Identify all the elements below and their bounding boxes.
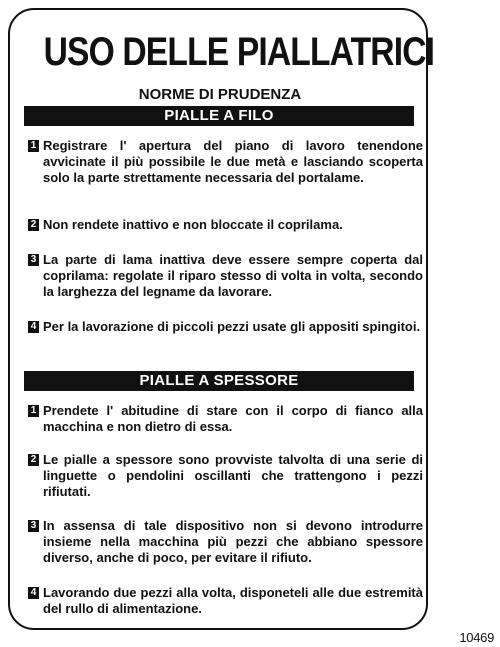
section-heading-pialle-a-spessore: PIALLE A SPESSORE bbox=[24, 371, 414, 391]
rule-number-badge: 2 bbox=[28, 454, 39, 466]
rule-text: Lavorando due pezzi alla volta, disponeteli alle due estremità del rullo di alimentazione. bbox=[43, 585, 423, 616]
rule-number-badge: 3 bbox=[28, 520, 39, 532]
safety-sign bbox=[8, 8, 435, 630]
rule-number-badge: 1 bbox=[28, 140, 39, 152]
rule-text: La parte di lama inattiva deve essere sempre coperta dal coprilama: regolate il riparo stesso di volta in volta, secondo la larghezza del legname da lavorare. bbox=[43, 252, 423, 299]
rule-number-badge: 4 bbox=[28, 587, 39, 599]
product-code: 10469 bbox=[459, 630, 494, 645]
rule-text: Le pialle a spessore sono provviste talvolta di una serie di linguette o pendolini oscillanti che trattengono i pezzi rifiutati. bbox=[43, 452, 423, 499]
sign-subtitle: NORME DI PRUDENZA bbox=[138, 86, 302, 103]
rule-text: Prendete l' abitudine di stare con il corpo di fianco alla macchina e non dietro di essa. bbox=[43, 403, 423, 434]
rule-number-badge: 3 bbox=[28, 254, 39, 266]
rule-text: Per la lavorazione di piccoli pezzi usate gli appositi spingitoi. bbox=[43, 319, 421, 334]
rule-text: In assensa di tale dispositivo non si devono introdurre insieme nella macchina più pezzi che abbiano spessore diverso, anche di poco, per evitare il rifiuto. bbox=[43, 518, 423, 565]
rule-text: Non rendete inattivo e non bloccate il coprilama. bbox=[43, 217, 343, 232]
rule-number-badge: 1 bbox=[28, 405, 39, 417]
rule-text: Registrare l' apertura del piano di lavoro tenendone avvicinate il più possibile le due metà e lasciando scoperta solo la parte strettamente necessaria del portalame. bbox=[43, 138, 423, 185]
rule-number-badge: 4 bbox=[28, 321, 39, 333]
sign-title: USO DELLE PIALLATRICI bbox=[43, 30, 435, 74]
section-heading-pialle-a-filo: PIALLE A FILO bbox=[24, 106, 414, 126]
rule-number-badge: 2 bbox=[28, 219, 39, 231]
